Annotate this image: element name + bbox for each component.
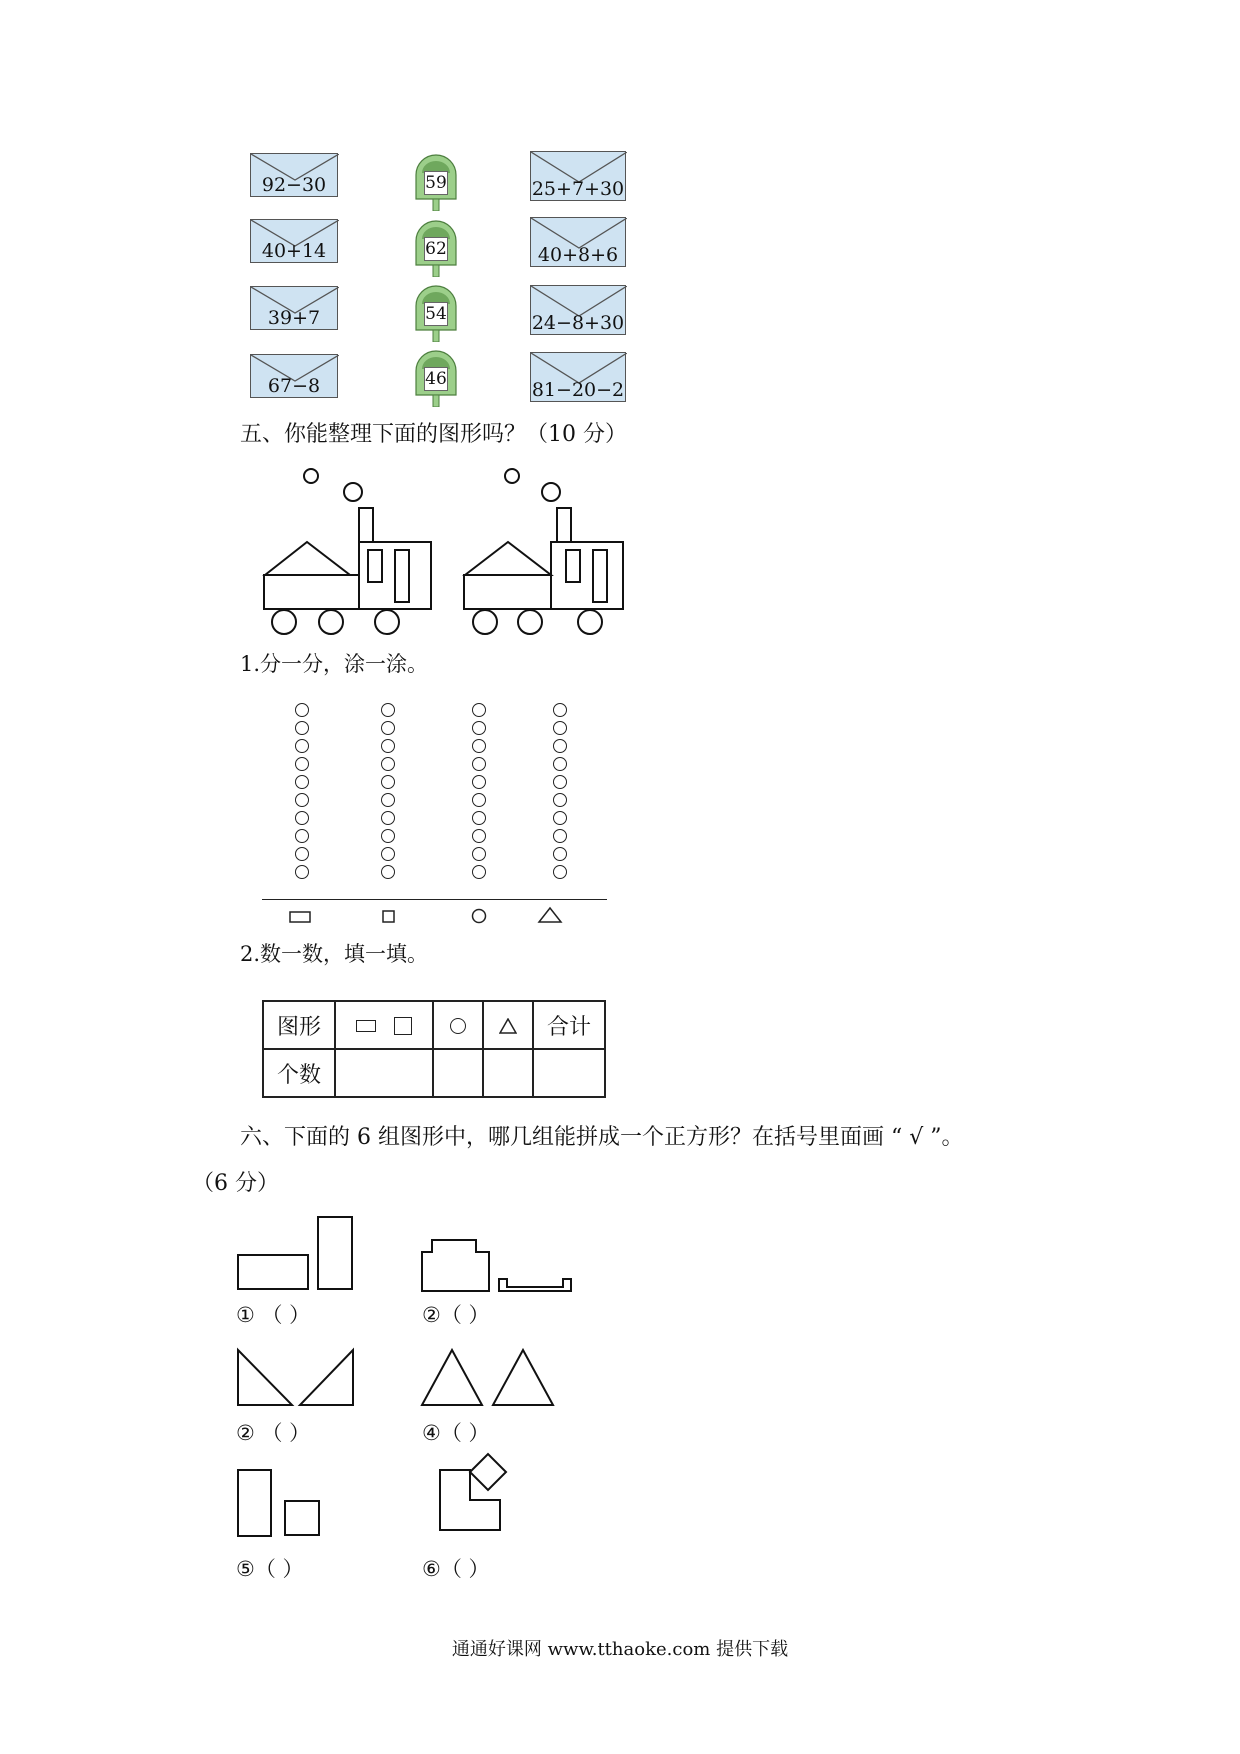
square-puzzle-figures: [230, 1215, 590, 1550]
section5-q2: 2.数一数，填一填。: [240, 942, 429, 966]
table-row-label-count: 个数: [263, 1049, 335, 1097]
train-engine-rect: [551, 542, 623, 609]
circle-column[interactable]: [378, 703, 398, 883]
smoke-circle: [542, 483, 560, 501]
small-square: [285, 1501, 319, 1535]
choice-3[interactable]: ② （ ）: [236, 1421, 311, 1445]
choice-5[interactable]: ⑤（ ）: [236, 1557, 304, 1581]
window-rect: [566, 550, 580, 582]
choice-6[interactable]: ⑥（ ）: [422, 1557, 490, 1581]
triangle: [493, 1350, 553, 1405]
count-cell-circle[interactable]: [433, 1049, 483, 1097]
mailbox: [412, 349, 460, 411]
door-rect: [593, 550, 607, 602]
circle-icon: [473, 910, 486, 923]
envelope-expression: 25+7+30: [531, 178, 625, 200]
count-cell-triangle[interactable]: [483, 1049, 533, 1097]
train-figure: [255, 462, 645, 642]
tall-rectangle: [318, 1217, 352, 1289]
circle-column[interactable]: [292, 703, 312, 883]
l-shape: [440, 1470, 500, 1530]
envelope: [530, 217, 626, 267]
section5-q1: 1.分一分，涂一涂。: [240, 652, 429, 676]
right-triangle: [238, 1350, 292, 1405]
triangle-roof: [465, 542, 551, 575]
choice-1[interactable]: ① （ ）: [236, 1303, 311, 1327]
envelope: [530, 285, 626, 335]
table-header-triangle: [483, 1001, 533, 1049]
rectangle-icon: [356, 1020, 376, 1032]
envelope: [250, 153, 338, 197]
mailbox-number: 54: [425, 304, 447, 324]
tall-rectangle: [238, 1470, 271, 1536]
footer-credit: 通通好课网 www.tthaoke.com 提供下载: [451, 1639, 789, 1660]
wheel-circle: [272, 610, 296, 634]
envelope-expression: 81−20−2: [531, 379, 625, 401]
envelope-expression: 24−8+30: [531, 312, 625, 334]
stepped-shape: [422, 1240, 489, 1291]
wheel-circle: [578, 610, 602, 634]
triangle-roof: [265, 542, 350, 575]
section6-title: 六、下面的 6 组图形中，哪几组能拼成一个正方形？在括号里面画 “ √ ”。: [240, 1125, 964, 1150]
envelope-expression: 40+8+6: [537, 244, 619, 266]
wheel-circle: [473, 610, 497, 634]
triangle-icon: [539, 908, 561, 922]
long-rectangle: [238, 1255, 308, 1289]
mailbox: [412, 284, 460, 346]
smoke-circle: [344, 483, 362, 501]
train-car-rect: [464, 575, 551, 609]
circle-icon: [450, 1018, 466, 1034]
mailbox: [412, 219, 460, 281]
count-table: [262, 1000, 606, 1098]
baseline-divider: [262, 899, 607, 900]
count-cell-total[interactable]: [533, 1049, 605, 1097]
tilted-square: [470, 1454, 506, 1490]
table-header-circle: [433, 1001, 483, 1049]
train-car-rect: [264, 575, 359, 609]
right-triangle: [300, 1350, 353, 1405]
mailbox: [412, 153, 460, 215]
circle-column[interactable]: [469, 703, 489, 883]
envelope: [250, 286, 338, 330]
section6-points: （6 分）: [192, 1171, 279, 1196]
choice-4[interactable]: ④（ ）: [422, 1421, 490, 1445]
envelope-expression: 40+14: [261, 240, 327, 262]
wheel-circle: [375, 610, 399, 634]
chimney-rect: [557, 508, 571, 542]
envelope-expression: 67−8: [267, 375, 321, 397]
triangle-icon: [499, 1018, 517, 1034]
notched-shape: [499, 1279, 571, 1291]
smoke-circle: [505, 469, 519, 483]
section5-title: 五、你能整理下面的图形吗？（10 分）: [240, 422, 627, 447]
chimney-rect: [359, 508, 373, 542]
smoke-circle: [304, 469, 318, 483]
window-rect: [368, 550, 382, 582]
square-icon: [383, 911, 394, 922]
door-rect: [395, 550, 409, 602]
choice-2[interactable]: ②（ ）: [422, 1303, 490, 1327]
rectangle-icon: [290, 912, 310, 922]
table-header-shape: 图形: [263, 1001, 335, 1049]
circle-column[interactable]: [550, 703, 570, 883]
mailbox-number: 59: [425, 173, 447, 193]
count-cell-rect-square[interactable]: [335, 1049, 433, 1097]
axis-shape-labels: [280, 905, 600, 927]
envelope: [530, 352, 626, 402]
triangle: [422, 1350, 482, 1405]
envelope: [250, 219, 338, 263]
wheel-circle: [319, 610, 343, 634]
wheel-circle: [518, 610, 542, 634]
envelope: [530, 151, 626, 201]
square-icon: [394, 1017, 412, 1035]
table-header-rect-square: [335, 1001, 433, 1049]
mailbox-number: 46: [425, 369, 447, 389]
mailbox-number: 62: [425, 239, 447, 259]
table-header-total: 合计: [533, 1001, 605, 1049]
envelope: [250, 354, 338, 398]
envelope-expression: 92−30: [261, 174, 327, 196]
envelope-expression: 39+7: [267, 307, 321, 329]
